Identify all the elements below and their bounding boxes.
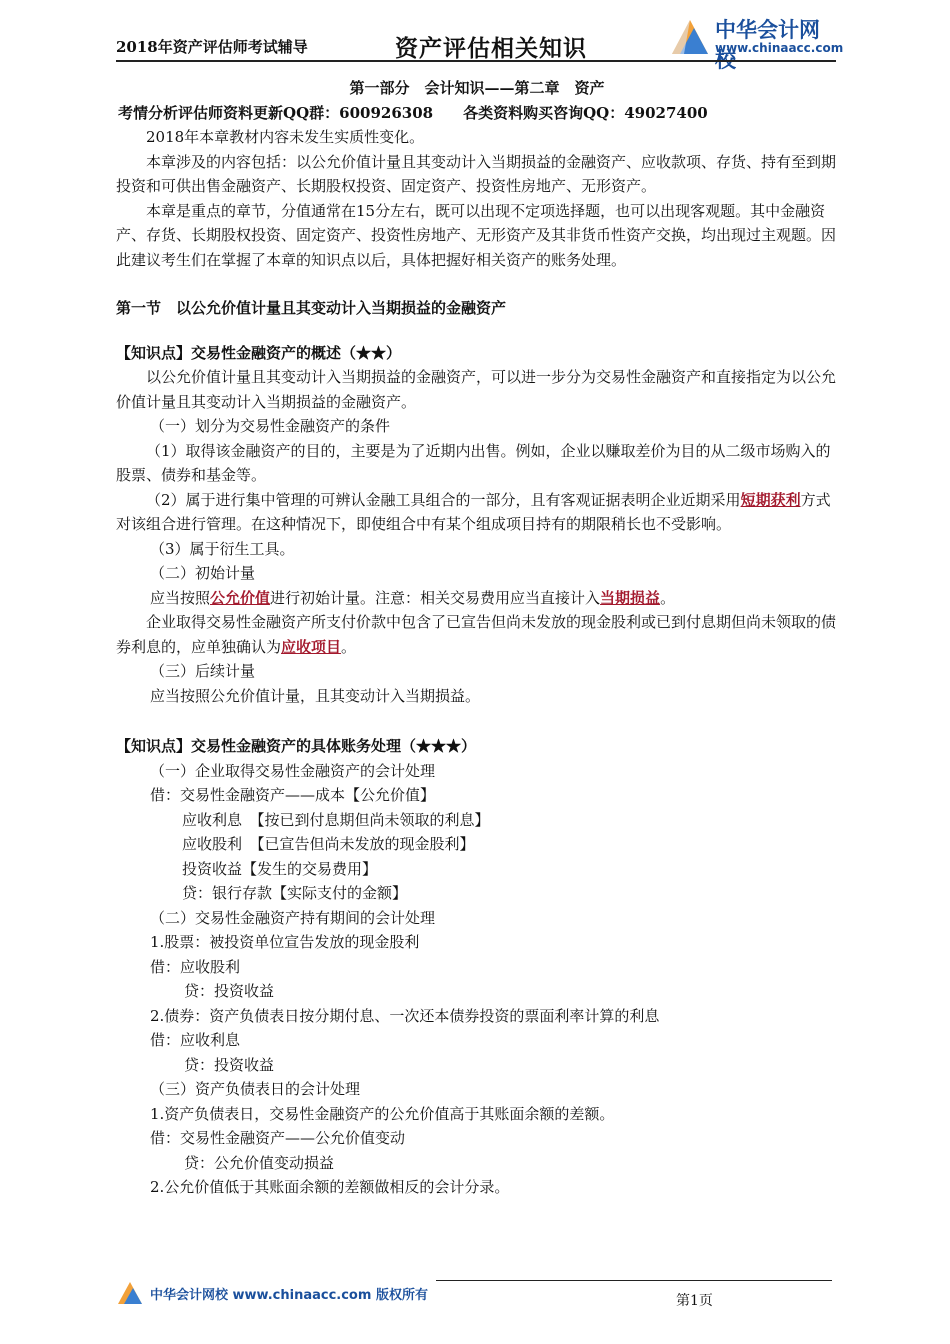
section-heading: 第一节 以公允价值计量且其变动计入当期损益的金融资产 [116,299,507,317]
kp2-entry-investment-income: 投资收益【发生的交易费用】 [182,859,378,878]
kp2-subheading-3: （三）资产负债表日的会计处理 [150,1080,361,1098]
fair-value-link[interactable]: 公允价值 [210,588,271,607]
page-number: 第1页 [676,1293,713,1309]
brand-logo[interactable] [668,14,844,72]
header-course-title: 2018年资产评估师考试辅导 [116,38,308,56]
kp1-m1-text-b: 进行初始计量。注意：相关交易费用应当直接计入 [270,588,601,607]
receivable-items-link[interactable]: 应收项目 [281,637,342,656]
kp1-m1-text-c: 。 [660,588,676,607]
kp1-initial-measurement [116,586,838,611]
header-divider [116,60,836,62]
footer-divider [436,1280,832,1281]
kp2-subheading-1: （一）企业取得交易性金融资产的会计处理 [150,761,436,780]
chapter-title: 第一部分 会计知识——第二章 资产 [349,79,605,97]
kp2-stock-credit: 贷：投资收益 [184,982,275,1000]
kp1-condition-2-text-b: 方式对该组合进行管理。在这种情况下，即使组合中有某个组成项目持有的期限稍长也不受影响。 [116,490,831,533]
short-term-profit-link[interactable]: 短期获利 [740,490,801,509]
kp2-entry-interest: 应收利息 【按已到付息期但尚未领取的利息】 [182,810,490,829]
kp1-condition-2 [116,488,838,537]
intro-paragraph-2: 本章涉及的内容包括：以公允价值计量且其变动计入当期损益的金融资产、应收款项、存货、持有至到期投资和可供出售金融资产、长期股权投资、固定资产、投资性房地产、无形资产。 [116,152,837,195]
intro-paragraph-3: 本章是重点的章节，分值通常在15分左右，既可以出现不定项选择题，也可以出现客观题。其中金融资产、存货、长期股权投资、固定资产、投资性房地产、无形资产及其非货币性资产交换，均出现过主观题。因此建议考生们在掌握了本章的知识点以后，具体把握好相关资产的账务处理。 [116,201,837,269]
footer-logo-icon [116,1280,146,1306]
logo-name: 中华会计网校 [715,18,820,72]
kp2-bond-credit: 贷：投资收益 [184,1055,275,1074]
kp1-subsequent-measurement: 应当按照公允价值计量，且其变动计入当期损益。 [150,686,481,705]
kp1-m1-text-a: 应当按照 [150,588,211,607]
kp2-entry-credit: 贷：银行存款【实际支付的金额】 [182,884,408,902]
kp2-stock-item: 1.股票：被投资单位宣告发放的现金股利 [150,933,420,951]
kp2-stock-debit: 借：应收股利 [150,957,241,976]
kp1-paragraph: 以公允价值计量且其变动计入当期损益的金融资产，可以进一步分为交易性金融资产和直接指定为以公允价值计量且其变动计入当期损益的金融资产。 [116,368,837,411]
kp1-subheading-3: （三）后续计量 [150,662,256,680]
qq-info-line: 考情分析评估师资料更新QQ群：600926308 各类资料购买咨询QQ：49027400 [118,103,708,122]
kp2-balance-debit: 借：交易性金融资产——公允价值变动 [150,1129,406,1147]
intro-paragraph-1: 2018年本章教材内容未发生实质性变化。 [146,128,425,146]
kp2-subheading-2: （二）交易性金融资产持有期间的会计处理 [150,908,436,927]
kp1-m2-text-b: 。 [341,637,357,656]
knowledge-point-heading-1: 【知识点】交易性金融资产的概述（★★） [116,343,402,362]
kp1-receivable-paragraph [116,610,838,659]
kp2-entry-debit: 借：交易性金融资产——成本【公允价值】 [150,786,436,804]
document-body [116,76,838,1200]
kp2-bond-debit: 借：应收利息 [150,1031,241,1049]
kp2-balance-item-2: 2.公允价值低于其账面余额的差额做相反的会计分录。 [150,1178,510,1196]
kp2-balance-credit: 贷：公允价值变动损益 [184,1153,335,1172]
kp1-condition-1: （1）取得该金融资产的目的，主要是为了近期内出售。例如，企业以赚取差价为目的从二级市场购入的股票、债券和基金等。 [116,441,831,484]
logo-triangle-icon [668,14,714,58]
kp2-balance-item-1: 1.资产负债表日，交易性金融资产的公允价值高于其账面余额的差额。 [150,1104,615,1123]
kp1-condition-2-text-a: （2）属于进行集中管理的可辨认金融工具组合的一部分，且有客观证据表明企业近期采用 [146,490,741,509]
kp1-condition-3: （3）属于衍生工具。 [150,539,295,558]
footer-copyright: 中华会计网校 www.chinaacc.com 版权所有 [150,1288,428,1303]
kp1-m2-text-a: 企业取得交易性金融资产所支付价款中包含了已宣告但尚未发放的现金股利或已到付息期但尚未领取的债券利息的，应单独确认为 [116,613,837,656]
kp1-subheading-1: （一）划分为交易性金融资产的条件 [150,417,391,435]
kp1-subheading-2: （二）初始计量 [150,564,256,582]
header-subject-title: 资产评估相关知识 [395,35,587,62]
current-profit-loss-link[interactable]: 当期损益 [600,588,661,607]
kp2-bond-item: 2.债券：资产负债表日按分期付息、一次还本债券投资的票面利率计算的利息 [150,1006,660,1025]
logo-url: www.chinaacc.com [715,41,844,55]
kp2-entry-dividend: 应收股利 【已宣告但尚未发放的现金股利】 [182,835,475,853]
knowledge-point-heading-2: 【知识点】交易性金融资产的具体账务处理（★★★） [116,737,477,755]
